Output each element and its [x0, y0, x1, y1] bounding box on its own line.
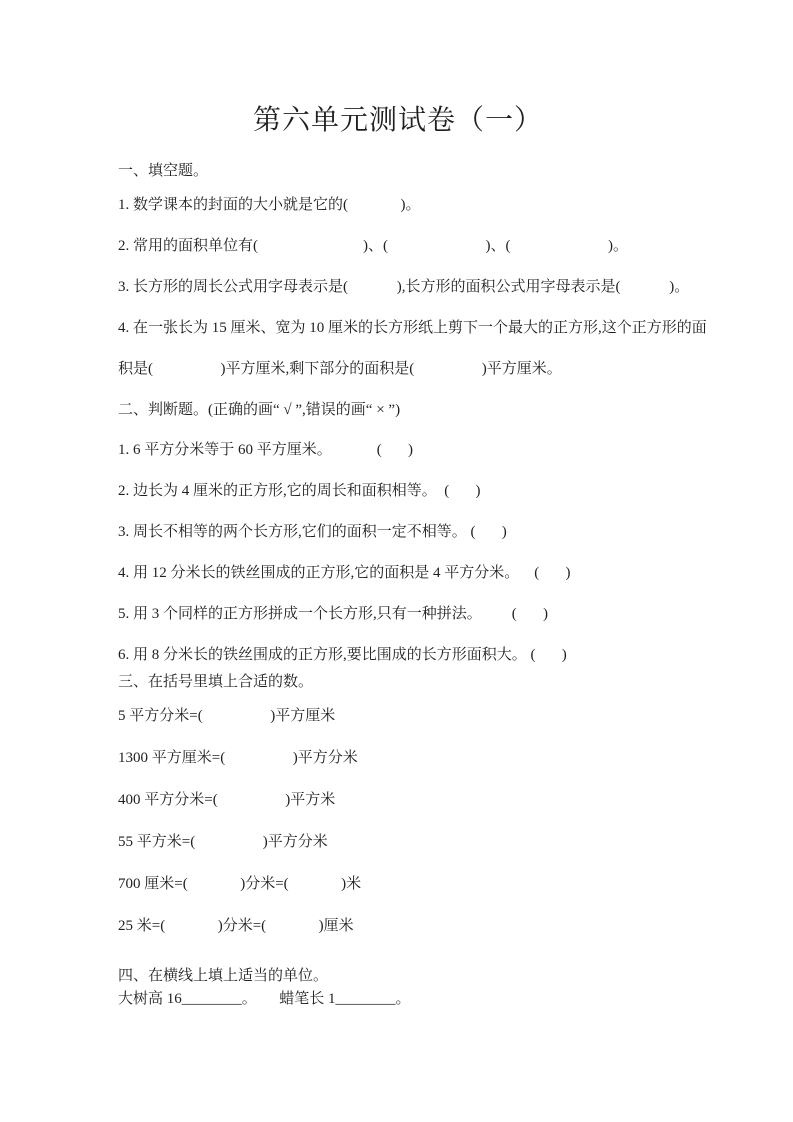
question-line: 2. 边长为 4 厘米的正方形,它的周长和面积相等。 ( )	[118, 483, 481, 499]
section-heading: 三、在括号里填上合适的数。	[118, 674, 314, 690]
question-line: 700 厘米=( )分米=( )米	[118, 876, 362, 892]
section-1	[118, 161, 738, 379]
question-line: 1. 6 平方分米等于 60 平方厘米。 ( )	[118, 442, 413, 458]
question-line: 2. 常用的面积单位有( )、( )、( )。	[118, 238, 628, 254]
question-line: 6. 用 8 分米长的铁丝围成的正方形,要比围成的长方形面积大。 ( )	[118, 647, 567, 663]
question-line: 积是( )平方厘米,剩下部分的面积是( )平方厘米。	[118, 361, 562, 377]
section-heading: 四、在横线上填上适当的单位。	[118, 968, 329, 984]
question-line: 400 平方分米=( )平方米	[118, 792, 336, 808]
question-line: 5. 用 3 个同样的正方形拼成一个长方形,只有一种拼法。 ( )	[118, 606, 548, 622]
document-title: 第六单元测试卷（一）	[252, 105, 543, 136]
section-3	[118, 672, 738, 936]
document-body	[118, 161, 738, 1009]
section-2	[118, 400, 738, 665]
question-line: 55 平方米=( )平方分米	[118, 834, 328, 850]
question-line: 25 米=( )分米=( )厘米	[118, 918, 354, 934]
question-line: 5 平方分米=( )平方厘米	[118, 708, 336, 724]
question-line: 大树高 16________。 蜡笔长 1________。	[118, 991, 411, 1007]
question-line: 3. 长方形的周长公式用字母表示是( ),长方形的面积公式用字母表示是( )。	[118, 279, 690, 295]
section-heading: 一、填空题。	[118, 163, 209, 179]
question-line: 4. 用 12 分米长的铁丝围成的正方形,它的面积是 4 平方分米。 ( )	[118, 565, 571, 581]
question-line: 3. 周长不相等的两个长方形,它们的面积一定不相等。 ( )	[118, 524, 507, 540]
section-heading: 二、判断题。(正确的画“ √ ”,错误的画“ × ”)	[118, 402, 401, 418]
section-4	[118, 966, 738, 1009]
question-line: 4. 在一张长为 15 厘米、宽为 10 厘米的长方形纸上剪下一个最大的正方形,这个正方形的面	[118, 320, 707, 336]
question-line: 1300 平方厘米=( )平方分米	[118, 750, 358, 766]
question-line: 1. 数学课本的封面的大小就是它的( )。	[118, 197, 421, 213]
